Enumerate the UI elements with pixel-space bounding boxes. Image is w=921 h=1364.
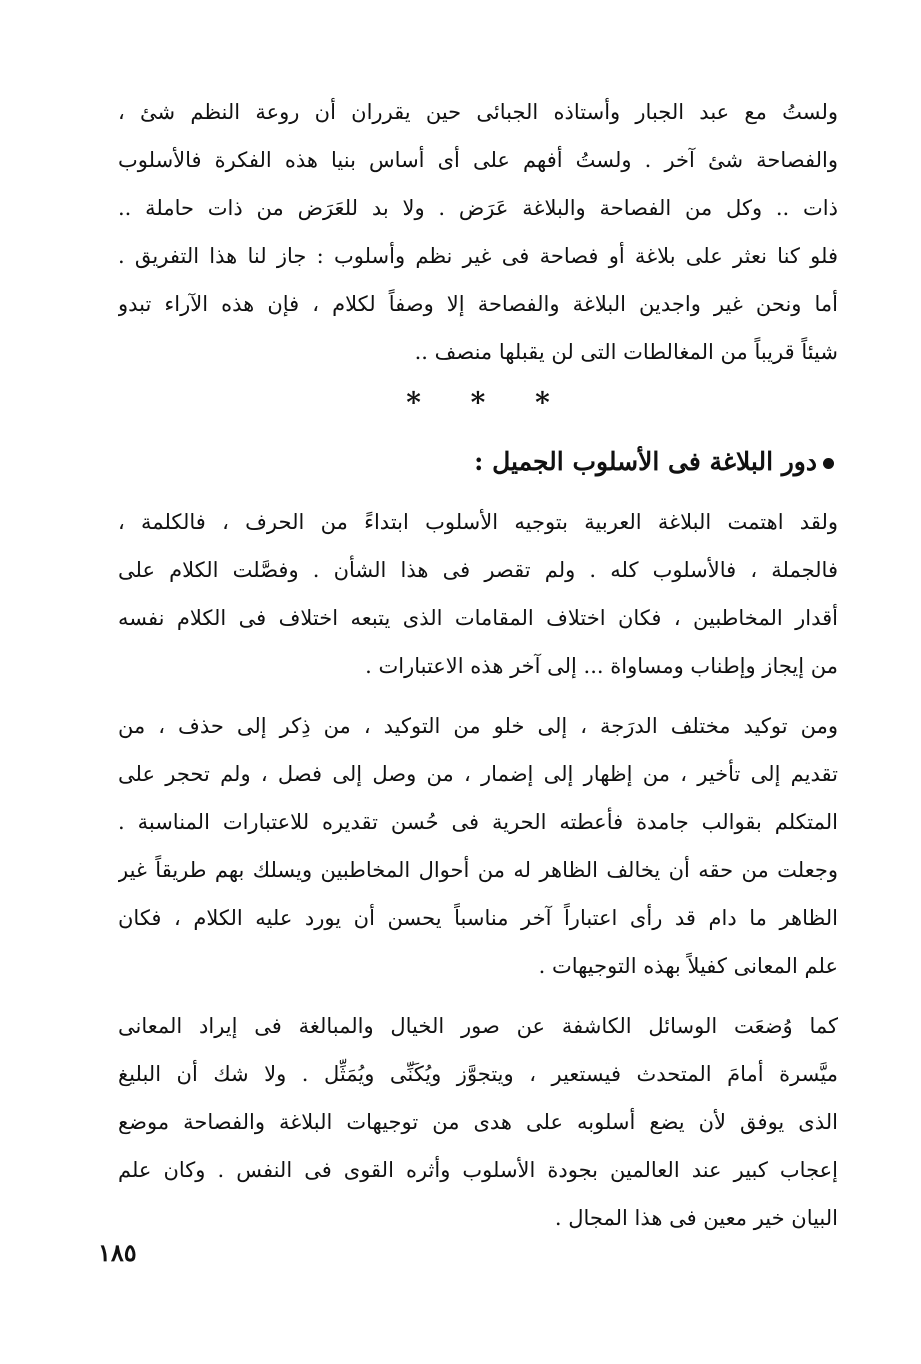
text-line: فالجملة ، فالأسلوب كله . ولم تقصر فى هذا الشأن . وفصَّلت الكلام على xyxy=(118,558,838,582)
text-line: كما وُضعَت الوسائل الكاشفة عن صور الخيال والمبالغة فى إيراد المعانى xyxy=(118,1014,838,1038)
paragraph-3 xyxy=(118,702,838,990)
text-line: ذات .. وكل من الفصاحة والبلاغة عَرَض . ولا بد للعَرَض من ذات حاملة .. xyxy=(118,196,838,220)
text-line: ولستُ مع عبد الجبار وأستاذه الجبائى حين يقرران أن روعة النظم شئ ، xyxy=(118,100,838,124)
paragraph-2 xyxy=(118,498,838,690)
text-line: ولقد اهتمت البلاغة العربية بتوجيه الأسلوب ابتداءً من الحرف ، فالكلمة ، xyxy=(118,510,838,534)
text-line: من إيجاز وإطناب ومساواة ... إلى آخر هذه الاعتبارات . xyxy=(365,654,838,678)
text-line: وجعلت من حقه أن يخالف الظاهر له من أحوال المخاطبين ويسلك بهم طريقاً غير xyxy=(118,858,838,882)
text-line: المتكلم بقوالب جامدة فأعطته الحرية فى حُسن تقديره للاعتبارات المناسبة . xyxy=(118,810,838,834)
text-line: والفصاحة شئ آخر . ولستُ أفهم على أى أساس بنيا هذه الفكرة فالأسلوب xyxy=(118,148,838,172)
text-line: الذى يوفق لأن يضع أسلوبه على هدى من توجيهات البلاغة والفصاحة موضع xyxy=(118,1110,838,1134)
page-body xyxy=(118,88,838,1242)
text-line: الظاهر ما دام قد رأى اعتباراً آخر مناسباً يحسن أن يورد عليه الكلام ، فكان xyxy=(118,906,838,930)
paragraph-4 xyxy=(118,1002,838,1242)
text-line: علم المعانى كفيلاً بهذه التوجيهات . xyxy=(538,954,838,978)
text-line: البيان خير معين فى هذا المجال . xyxy=(554,1206,838,1230)
section-separator: * * * xyxy=(406,386,550,419)
heading-text: دور البلاغة فى الأسلوب الجميل : xyxy=(474,447,817,476)
text-line: أقدار المخاطبين ، فكان اختلاف المقامات الذى يتبعه اختلاف فى الكلام نفسه xyxy=(118,606,838,630)
page-number: ١٨٥ xyxy=(98,1238,137,1267)
text-line: تقديم إلى تأخير ، من إظهار إلى إضمار ، من وصل إلى فصل ، ولم تحجر على xyxy=(118,762,838,786)
paragraph-1 xyxy=(118,88,838,376)
text-line: فلو كنا نعثر على بلاغة أو فصاحة فى غير نظم وأسلوب : جاز لنا هذا التفريق . xyxy=(118,244,838,268)
text-line: شيئاً قريباً من المغالطات التى لن يقبلها منصف .. xyxy=(414,340,838,364)
section-heading xyxy=(118,430,838,494)
text-line: ميَّسرة أمامَ المتحدث فيستعير ، ويتجوَّز ويُكَنِّى ويُمَثِّل . ولا شك أن البليغ xyxy=(118,1062,838,1086)
text-line: أما ونحن غير واجدين البلاغة والفصاحة إلا وصفاً لكلام ، فإن هذه الآراء تبدو xyxy=(118,292,838,316)
text-line: إعجاب كبير عند العالمين بجودة الأسلوب وأثره القوى فى النفس . وكان علم xyxy=(118,1158,838,1182)
bullet-icon xyxy=(823,458,834,469)
text-line: ومن توكيد مختلف الدرَجة ، إلى خلو من التوكيد ، من ذِكر إلى حذف ، من xyxy=(118,714,838,738)
